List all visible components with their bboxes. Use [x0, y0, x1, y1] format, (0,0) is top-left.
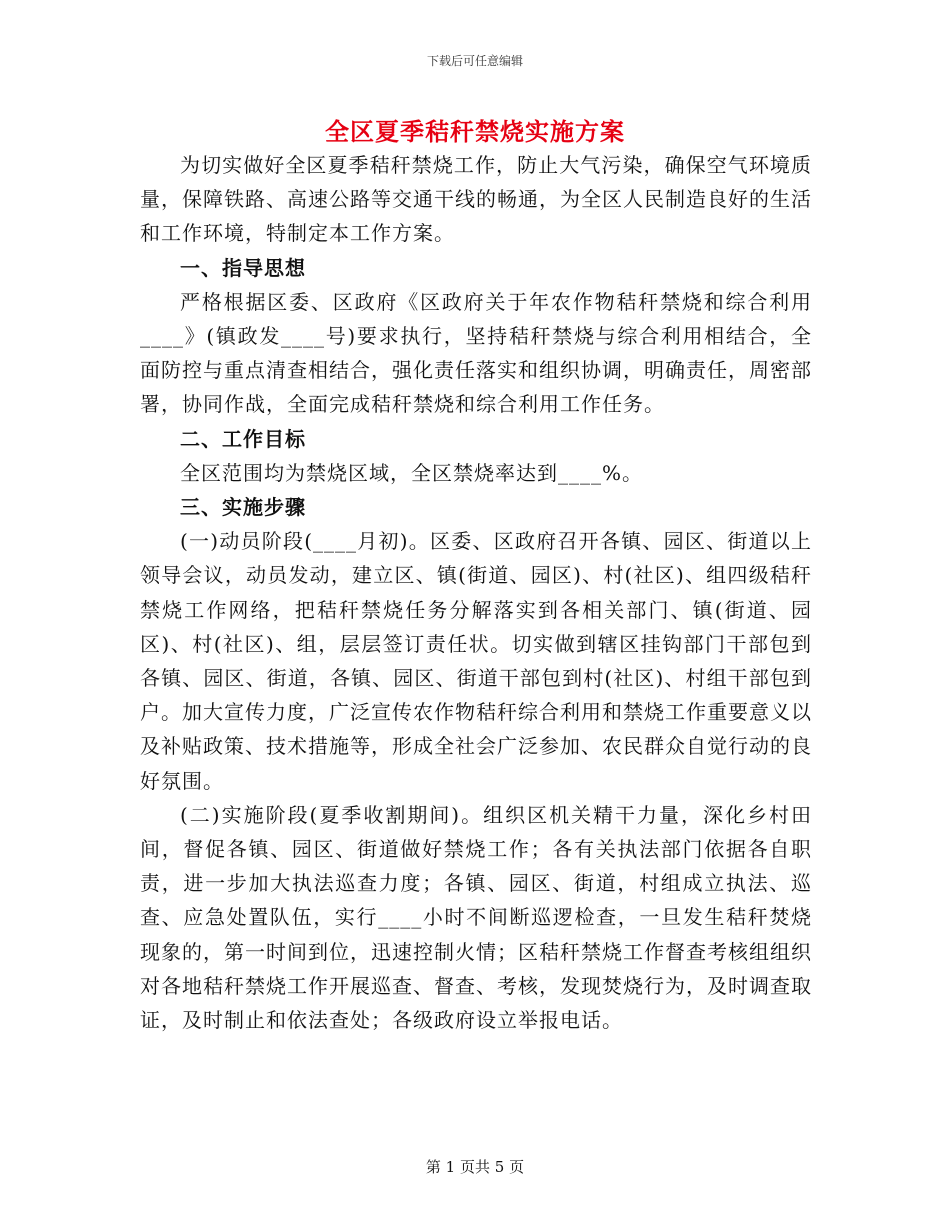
- document-title: 全区夏季秸秆禁烧实施方案: [325, 118, 625, 146]
- download-note: 下载后可任意编辑: [426, 54, 523, 68]
- guidance-paragraph: 严格根据区委、区政府《区政府关于年农作物秸秆禁烧和综合利用____》(镇政发____号)要求执行，坚持秸秆禁烧与综合利用相结合，全面防控与重点清查相结合，强化责任落实和组织协调，明确责任，周密部署，协同作战，全面完成秸秆禁烧和综合利用工作任务。: [140, 289, 812, 417]
- intro-paragraph: 为切实做好全区夏季秸秆禁烧工作，防止大气污染，确保空气环境质量，保障铁路、高速公路等交通干线的畅通，为全区人民制造良好的生活和工作环境，特制定本工作方案。: [140, 153, 812, 246]
- section-heading-steps: 三、实施步骤: [180, 495, 306, 520]
- document-body: [140, 148, 812, 1037]
- page-number: 第 1 页共 5 页: [425, 1158, 525, 1176]
- goals-paragraph: 全区范围均为禁烧区域，全区禁烧率达到____%。: [180, 460, 644, 485]
- section-heading-goals: 二、工作目标: [180, 426, 306, 451]
- step2-paragraph: (二)实施阶段(夏季收割期间)。组织区机关精干力量，深化乡村田间，督促各镇、园区、街道做好禁烧工作；各有关执法部门依据各自职责，进一步加大执法巡查力度；各镇、园区、街道，村组成立执法、巡查、应急处置队伍，实行____小时不间断巡逻检查，一旦发生秸秆焚烧现象的，第一时间到位，迅速控制火情；区秸秆禁烧工作督查考核组组织对各地秸秆禁烧工作开展巡查、督查、考核，发现焚烧行为，及时调查取证，及时制止和依法查处；各级政府设立举报电话。: [140, 802, 812, 1033]
- step1-paragraph: (一)动员阶段(____月初)。区委、区政府召开各镇、园区、街道以上领导会议，动员发动，建立区、镇(街道、园区)、村(社区)、组四级秸秆禁烧工作网络，把秸秆禁烧任务分解落实到各相关部门、镇(街道、园区)、村(社区)、组，层层签订责任状。切实做到辖区挂钩部门干部包到各镇、园区、街道，各镇、园区、街道干部包到村(社区)、村组干部包到户。加大宣传力度，广泛宣传农作物秸秆综合利用和禁烧工作重要意义以及补贴政策、技术措施等，形成全社会广泛参加、农民群众自觉行动的良好氛围。: [140, 529, 812, 793]
- section-heading-guidance: 一、指导思想: [180, 255, 306, 280]
